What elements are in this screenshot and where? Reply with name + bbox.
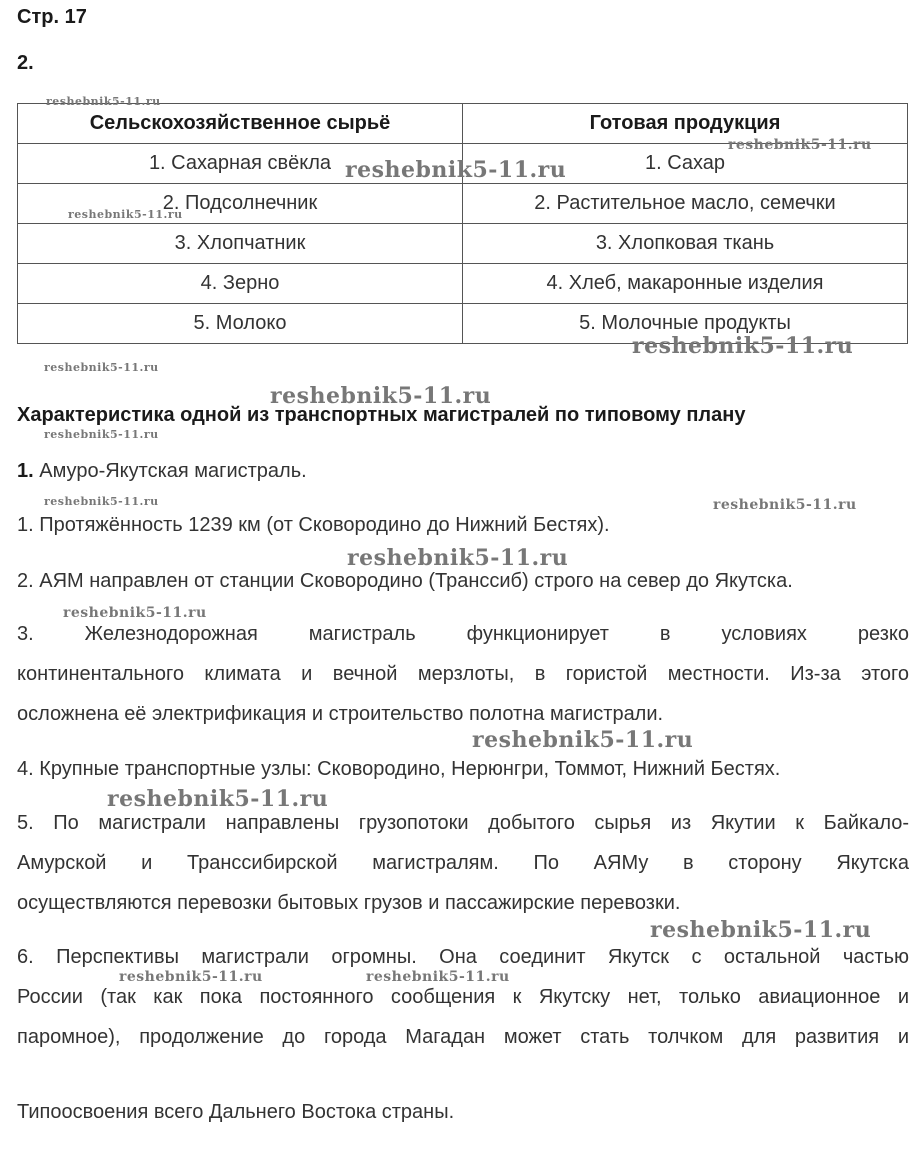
table-cell: 4. Хлеб, макаронные изделия <box>463 264 908 304</box>
watermark: reshebnik5-11.ru <box>44 495 159 508</box>
paragraph-conditions <box>17 614 909 734</box>
watermark: reshebnik5-11.ru <box>650 917 872 943</box>
watermark: reshebnik5-11.ru <box>44 428 159 441</box>
item-text: Амуро-Якутская магистраль. <box>33 460 307 482</box>
column-header: Сельскохозяйственное сырьё <box>18 104 463 144</box>
text-line: континентального климата и вечной мерзлоты, в гористой местности. Из-за этого <box>17 663 909 685</box>
paragraph-cargo <box>17 803 909 923</box>
watermark: reshebnik5-11.ru <box>63 605 207 621</box>
text-line: осложнена её электрификация и строительство полотна магистрали. <box>17 703 664 725</box>
watermark: reshebnik5-11.ru <box>119 969 263 985</box>
text-line: осуществляются перевозки бытовых грузов и пассажирские перевозки. <box>17 892 681 914</box>
task-number: 2. <box>17 52 34 74</box>
table-cell: 3. Хлопчатник <box>18 224 463 264</box>
page-number: Стр. 17 <box>17 6 87 28</box>
watermark: reshebnik5-11.ru <box>345 157 567 183</box>
watermark: reshebnik5-11.ru <box>728 137 872 153</box>
watermark: reshebnik5-11.ru <box>472 727 694 753</box>
watermark: reshebnik5-11.ru <box>46 95 161 108</box>
table-row <box>18 224 908 264</box>
magistral-name <box>17 460 307 483</box>
table-row <box>18 264 908 304</box>
watermark: reshebnik5-11.ru <box>632 333 854 359</box>
table-cell: 5. Молочные продукты <box>463 304 908 344</box>
section-title: Характеристика одной из транспортных магистралей по типовому плану <box>17 404 746 426</box>
paragraph-length: 1. Протяжённость 1239 км (от Сковородино до Нижний Бестях). <box>17 514 610 536</box>
text-line: 6. Перспективы магистрали огромны. Она соединит Якутск с остальной частью <box>17 946 909 968</box>
paragraph-final: Типоосвоения всего Дальнего Востока страны. <box>17 1101 455 1123</box>
paragraph-hubs: 4. Крупные транспортные узлы: Сковородино, Нерюнгри, Томмот, Нижний Бестях. <box>17 758 781 780</box>
item-number: 1. <box>17 460 34 482</box>
text-line: России (так как пока постоянного сообщения к Якутску нет, только авиационное и <box>17 986 909 1008</box>
watermark: reshebnik5-11.ru <box>366 969 510 985</box>
watermark: reshebnik5-11.ru <box>270 383 492 409</box>
text-line: 5. По магистрали направлены грузопотоки добытого сырья из Якутии к Байкало- <box>17 812 909 834</box>
watermark: reshebnik5-11.ru <box>347 545 569 571</box>
watermark: reshebnik5-11.ru <box>44 361 159 374</box>
text-line: Амурской и Транссибирской магистралям. По АЯМу в сторону Якутска <box>17 852 909 874</box>
table-cell: 1. Сахарная свёкла <box>18 144 463 184</box>
paragraph-prospects <box>17 937 909 1057</box>
table-cell: 3. Хлопковая ткань <box>463 224 908 264</box>
paragraph-direction: 2. АЯМ направлен от станции Сковородино (Транссиб) строго на север до Якутска. <box>17 570 793 592</box>
text-line: паромное), продолжение до города Магадан может стать толчком для развития и <box>17 1026 909 1048</box>
text-line: 3. Железнодорожная магистраль функционирует в условиях резко <box>17 623 909 645</box>
table-cell: 5. Молоко <box>18 304 463 344</box>
table-cell: 1. Сахар <box>463 144 908 184</box>
table-cell: 2. Подсолнечник <box>18 184 463 224</box>
watermark: reshebnik5-11.ru <box>713 497 857 513</box>
watermark: reshebnik5-11.ru <box>107 786 329 812</box>
column-header: Готовая продукция <box>463 104 908 144</box>
table-cell: 4. Зерно <box>18 264 463 304</box>
watermark: reshebnik5-11.ru <box>68 208 183 221</box>
table-cell: 2. Растительное масло, семечки <box>463 184 908 224</box>
